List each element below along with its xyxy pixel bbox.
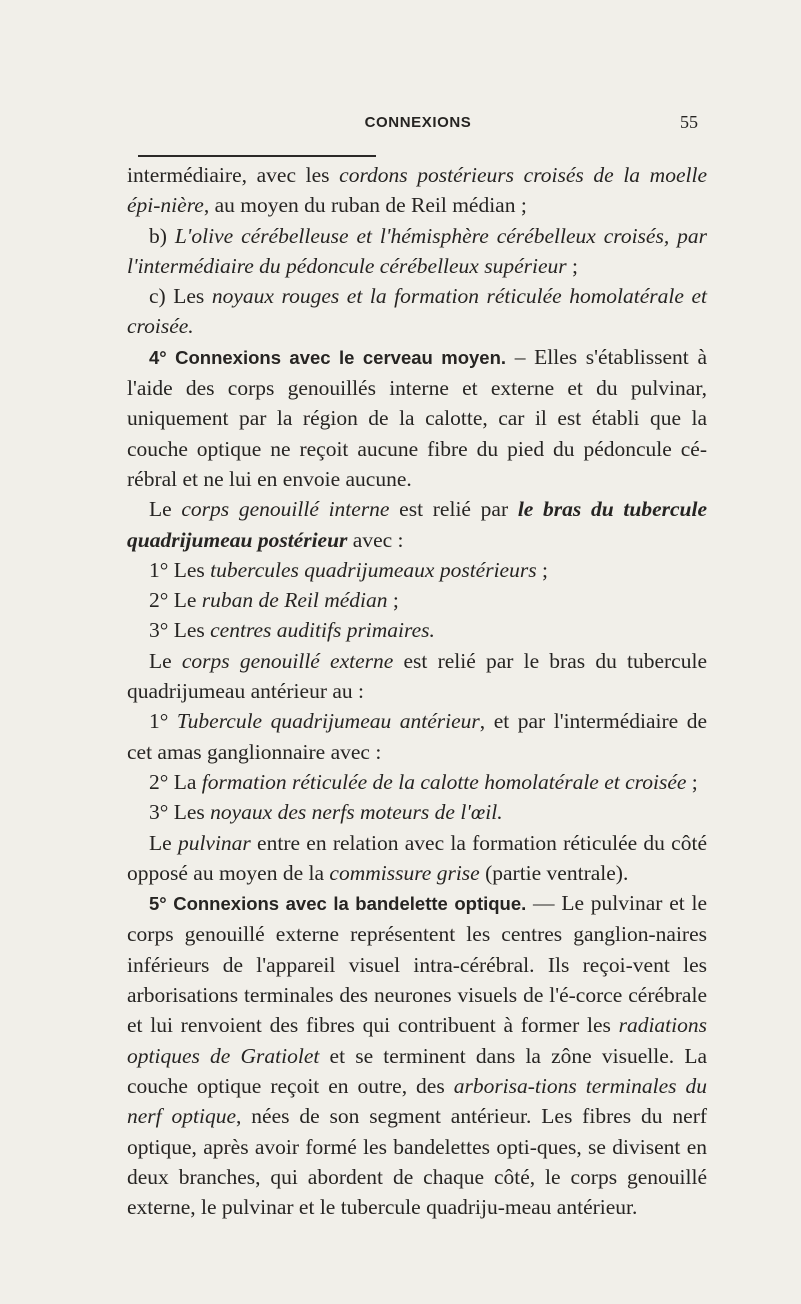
section-heading: 5° Connexions avec la bandelette optique. xyxy=(149,893,527,915)
section-heading: 4° Connexions avec le cerveau moyen. xyxy=(149,346,507,368)
list-item: 3° Les centres auditifs primaires. xyxy=(149,618,435,643)
page-number: 55 xyxy=(680,112,698,132)
paragraph: b) L'olive cérébelleuse et l'hémisphère cérébelleux croisés, par l'intermédiaire du pédoncule cérébelleux supérieur ; xyxy=(127,223,707,278)
running-title: CONNEXIONS xyxy=(364,114,472,131)
list-item: 2° Le ruban de Reil médian ; xyxy=(149,588,399,613)
page-header xyxy=(138,114,698,144)
section-paragraph: 5° Connexions avec la bandelette optique. — Le pulvinar et le corps genouillé externe représentent les centres ganglion-naires inférieurs de l'appareil visuel intra-cérébral. Ils reçoi-vent les arborisations terminales des neurones visuels de l'é-corce cérébrale et lui renvoient des fibres qui contribuent à former les radiations optiques de Gratiolet et se terminent dans la zône visuelle. La couche optique reçoit en outre, des arborisa-tions terminales du nerf optique, nées de son segment antérieur. Les fibres du nerf optique, après avoir formé les bandelettes opti-ques, se divisent en deux branches, qui abordent de chaque côté, le corps genouillé externe, le pulvinar et le tubercule quadriju-meau antérieur. xyxy=(127,891,708,1220)
list-item: 3° Les noyaux des nerfs moteurs de l'œil. xyxy=(149,800,503,825)
paragraph: intermédiaire, avec les cordons postérieurs croisés de la moelle épi-nière, au moyen du ruban de Reil médian ; xyxy=(127,163,707,218)
section-paragraph: 4° Connexions avec le cerveau moyen. – Elles s'établissent à l'aide des corps genouillés interne et externe et du pulvinar, uniquement par la région de la calotte, car il est établi que la couche optique ne reçoit aucune fibre du pied du pédoncule cé-rébral et ne lui en envoie aucune. xyxy=(127,344,707,491)
list-item: 1° Les tubercules quadrijumeaux postérieurs ; xyxy=(149,557,548,582)
paragraph: Le corps genouillé externe est relié par le bras du tubercule quadrijumeau antérieur au : xyxy=(127,648,707,704)
body-text xyxy=(127,160,707,1222)
list-item: 2° La formation réticulée de la calotte homolatérale et croisée ; xyxy=(149,769,698,794)
paragraph: c) Les noyaux rouges et la formation réticulée homolatérale et croisée. xyxy=(127,284,707,339)
list-item: 1° Tubercule quadrijumeau antérieur, et par l'intermédiaire de cet amas ganglionnaire avec : xyxy=(127,709,708,764)
paragraph: Le corps genouillé interne est relié par le bras du tubercule quadrijumeau postérieur avec : xyxy=(127,497,707,552)
header-rule xyxy=(138,155,376,157)
paragraph: Le pulvinar entre en relation avec la formation réticulée du côté opposé au moyen de la commissure grise (partie ventrale). xyxy=(127,830,707,885)
